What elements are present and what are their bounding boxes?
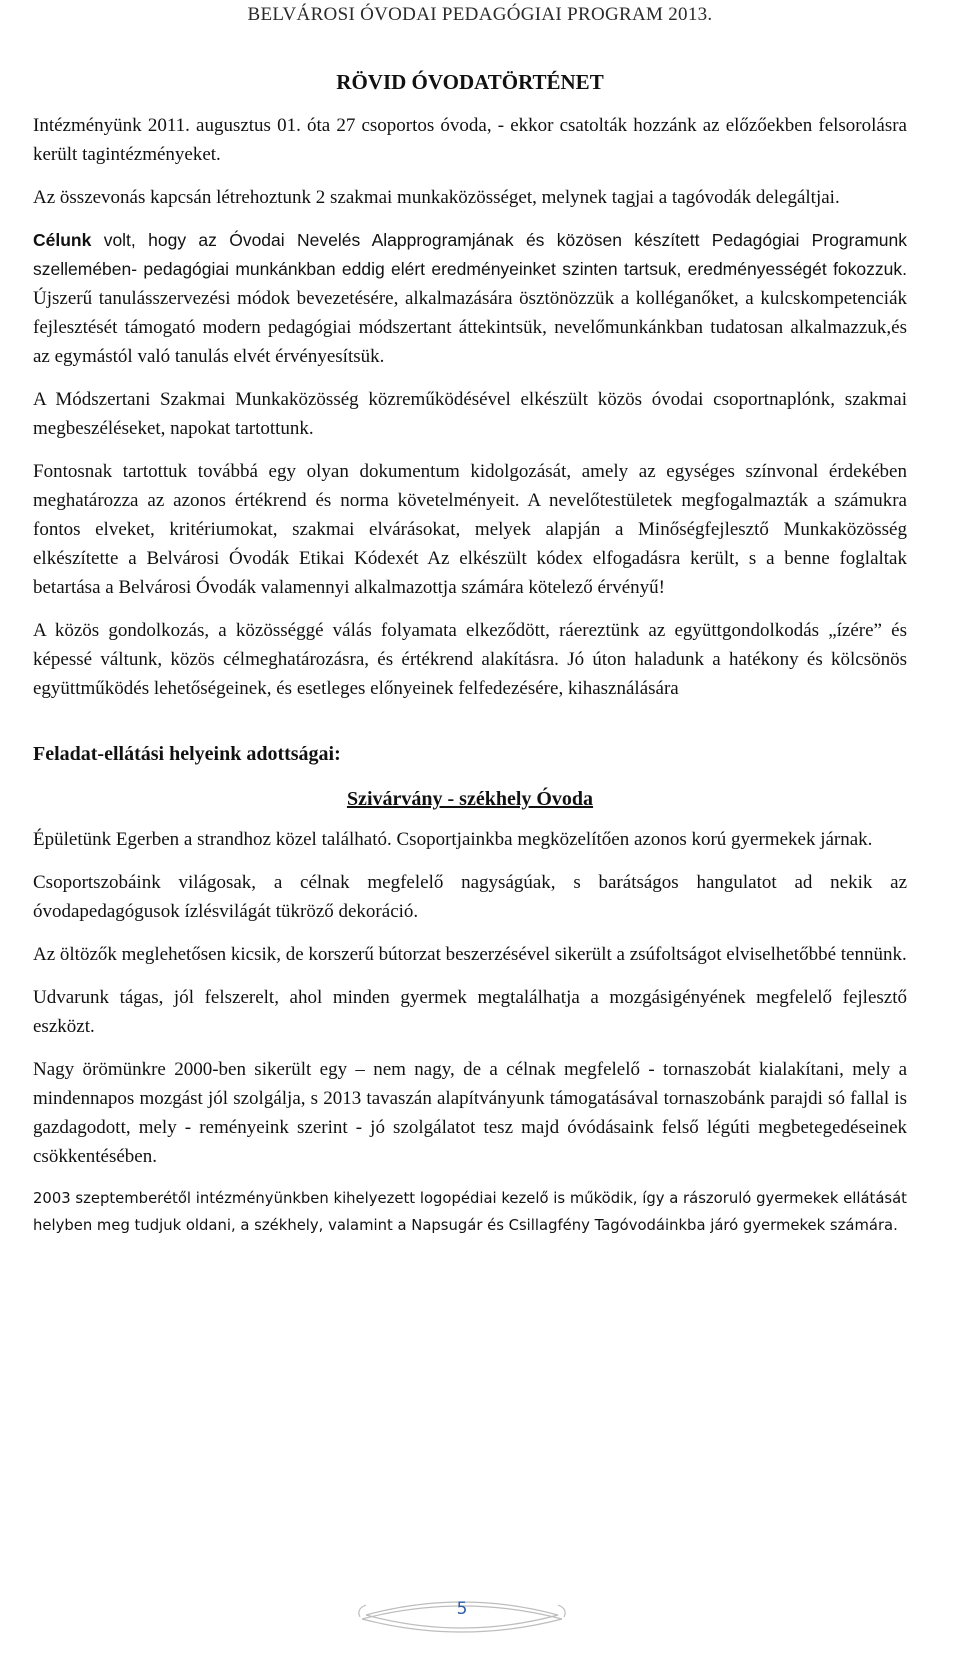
- paragraph-2: Az összevonás kapcsán létrehoztunk 2 szakmai munkaközösséget, melynek tagjai a tagóvodák delegáltjai.: [33, 187, 840, 208]
- paragraph-3-part-a: volt, hogy az Óvodai Nevelés Alapprogramjának és közösen készített Pedagógiai Programunk szellemében- pedagógiai munkánkban eddig elért eredményeinket szinten tartsuk, eredményességét fokozzuk.: [33, 230, 907, 279]
- paragraph-8: Csoportszobáink világosak, a célnak megfelelő nagyságúak, s barátságos hangulatot ad nekik az óvodapedagógusok ízlésvilágát tükröző dekoráció.: [33, 872, 907, 922]
- paragraph-1: Intézményünk 2011. augusztus 01. óta 27 csoportos óvoda, - ekkor csatolták hozzánk az előzőekben felsorolásra került tagintézményeket.: [33, 115, 907, 165]
- running-header: BELVÁROSI ÓVODAI PEDAGÓGIAI PROGRAM 2013.: [247, 4, 713, 25]
- paragraph-9: Az öltözők meglehetősen kicsik, de korszerű bútorzat beszerzésével sikerült a zsúfoltságot elviselhetőbbé tennünk.: [33, 944, 907, 965]
- page-number: 5: [456, 1599, 468, 1619]
- subsection-title: Szivárvány - székhely Óvoda: [346, 788, 594, 810]
- page-body: [33, 70, 907, 1253]
- paragraph-6: A közös gondolkozás, a közösséggé válás folyamata elkeződött, ráereztünk az együttgondolkodás „ízére” és képessé váltunk, közös célmeghatározásra, és értékrend alakításra. Jó úton haladunk a hatékony és kölcsönös együttműködés lehetőségeinek, és esetleges előnyeinek felfedezésére, kihasználására: [33, 620, 907, 699]
- paragraph-11: Nagy örömünkre 2000-ben sikerült egy – nem nagy, de a célnak megfelelő - tornaszobát kialakítani, mely a mindennapos mozgást jól szolgálja, s 2013 tavaszán alapítványunk támogatásával tornaszobánk parajdi só fallal is gazdagodott, mely - reményeink szerint - jó szolgálatot tesz majd óvódásaink felső légúti megbetegedéseinek csökkentésében.: [33, 1059, 907, 1167]
- subheading: Feladat-ellátási helyeink adottságai:: [33, 743, 341, 765]
- paragraph-7: Épületünk Egerben a strandhoz közel található. Csoportjainkba megközelítően azonos korú gyermekek járnak.: [33, 829, 873, 850]
- page-number-badge: [352, 1585, 572, 1637]
- paragraph-10: Udvarunk tágas, jól felszerelt, ahol minden gyermek megtalálhatja a mozgásigényének megfelelő fejlesztő eszközt.: [33, 987, 907, 1037]
- paragraph-3-part-b: Újszerű tanulásszervezési módok bevezetésére, alkalmazására ösztönözzük a kolléganőket, a kulcskompetenciák fejlesztését támogató modern pedagógiai módszertant áttekintsük, nevelőmunkánkban tudatosan alkalmazzuk,és az egymástól való tanulás elvét érvényesítsük.: [33, 288, 907, 367]
- paragraph-4: A Módszertani Szakmai Munkaközösség közreműködésével elkészült közös óvodai csoportnaplónk, szakmai megbeszéléseket, napokat tartottunk.: [33, 389, 907, 439]
- paragraph-5: Fontosnak tartottuk továbbá egy olyan dokumentum kidolgozását, amely az egységes színvonal érdekében meghatározza az azonos értékrend és norma követelményeit. A nevelőtestületek megfogalmazták a számukra fontos elveket, kritériumokat, szakmai elvárásokat, melyek alapján a Minőségfejlesztő Munkaközösség elkészítette a Belvárosi Óvodák Etikai Kódexét Az elkészült kódex elfogadásra került, s a benne foglaltak betartása a Belvárosi Óvodák valamennyi alkalmazottja számára kötelező érvényű!: [33, 461, 907, 598]
- paragraph-3-bold: Célunk: [33, 230, 92, 250]
- paragraph-12: 2003 szeptemberétől intézményünkben kihelyezett logopédiai kezelő is működik, így a rászoruló gyermekek ellátását helyben meg tudjuk oldani, a székhely, valamint a Napsugár és Csillagfény Tagóvodáinkba járó gyermekek számára.: [33, 1190, 907, 1234]
- paragraph-3: [33, 226, 907, 371]
- section-title: RÖVID ÓVODATÖRTÉNET: [336, 70, 604, 94]
